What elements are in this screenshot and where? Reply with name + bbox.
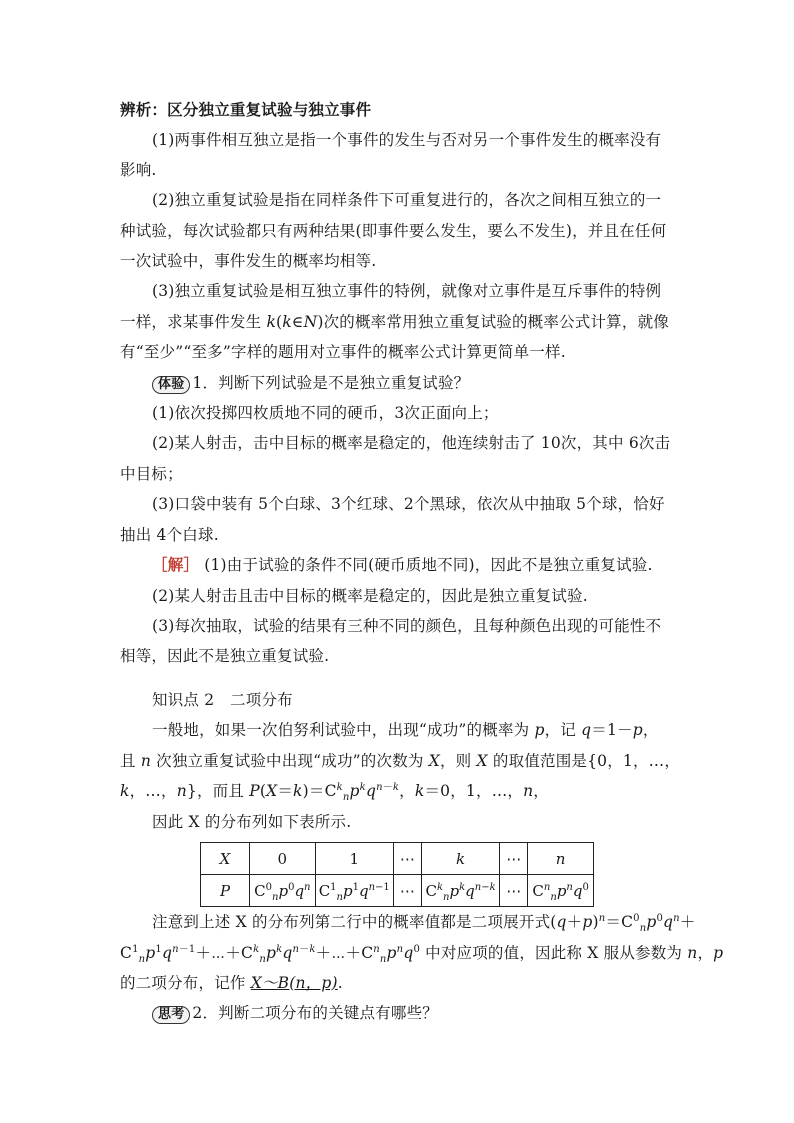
think-question: 思考 2．判断二项分布的关键点有哪些？ xyxy=(152,1003,676,1024)
binomial-notation: X～B(n，p) xyxy=(250,974,338,992)
think-tag: 思考 xyxy=(152,1006,190,1024)
binomial-def-line3: k，…，n}，而且 $P(X=k)=C^k_np^kq^{n-k}$，k＝0，1，…，n， xyxy=(120,781,549,804)
experience-item3-line2: 抽出 4个白球. xyxy=(120,526,219,544)
table-cell: $C^n_np^nq^0$ xyxy=(528,875,594,907)
table-cell: ⋯ xyxy=(500,843,528,875)
experience-item2-line1: (2)某人射击，击中目标的概率是稳定的，他连续射击了 10次，其中 6次击 xyxy=(152,434,671,452)
binomial-def-line2: 且 n 次独立重复试验中出现“成功”的次数为 X，则 X 的取值范围是{0，1，…， xyxy=(120,752,681,770)
analysis-p1-line1: (1)两事件相互独立是指一个事件的发生与否对另一个事件发生的概率没有 xyxy=(152,131,662,149)
table-cell: ⋯ xyxy=(393,875,421,907)
table-cell: ⋯ xyxy=(393,843,421,875)
table-cell: n xyxy=(528,843,594,875)
experience-question: 体验 1．判断下列试验是不是独立重复试验？ xyxy=(152,373,676,394)
table-row xyxy=(201,843,594,875)
analysis-p2-line1: (2)独立重复试验是指在同样条件下可重复进行的，各次之间相互独立的一 xyxy=(152,191,662,209)
table-cell: $C^k_np^kq^{n-k}$ xyxy=(421,875,499,907)
table-cell: X xyxy=(201,843,250,875)
table-cell: 1 xyxy=(315,843,393,875)
binomial-def-line1: 一般地，如果一次伯努利试验中，出现“成功”的概率为 p，记 q＝1－p， xyxy=(152,721,659,739)
section-title: 辨析：区分独立重复试验与独立事件 xyxy=(120,100,372,119)
table-cell: $C^0_np^0q^n$ xyxy=(249,875,315,907)
table-row xyxy=(201,875,594,907)
solution-tag: ［解］ xyxy=(152,555,200,574)
analysis-p2-line3: 一次试验中，事件发生的概率均相等. xyxy=(120,252,377,270)
analysis-p3-line2: 一样，求某事件发生 k(k∈N)次的概率常用独立重复试验的概率公式计算，就像 xyxy=(120,313,669,331)
experience-item2-line2: 中目标； xyxy=(120,465,183,483)
knowledge-point-title: 知识点 2 二项分布 xyxy=(152,691,293,709)
distribution-table xyxy=(200,842,594,907)
experience-tag: 体验 xyxy=(152,376,190,394)
table-cell: P xyxy=(201,875,250,907)
analysis-p2-line2: 种试验，每次试验都只有两种结果(即事件要么发生，要么不发生)，并且在任何 xyxy=(120,222,667,240)
note-line1: 注意到上述 X 的分布列第二行中的概率值都是二项展开式$(q+p)^n=C^0_np^0q^n+$ xyxy=(152,912,696,935)
table-cell: k xyxy=(421,843,499,875)
note-line2: $C^1_np^1q^{n-1}+\cdots+C^k_np^kq^{n-k}+\cdots+C^n_np^nq^0$ 中对应项的值，因此称 X 服从参数为 n，p xyxy=(120,943,724,966)
solution-line2: (2)某人射击且击中目标的概率是稳定的，因此是独立重复试验. xyxy=(152,587,588,605)
note-line3: 的二项分布，记作 X～B(n，p). xyxy=(120,974,343,992)
solution-line1: ［解］ (1)由于试验的条件不同(硬币质地不同)，因此不是独立重复试验. xyxy=(152,555,653,574)
experience-item1: (1)依次投掷四枚质地不同的硬币，3次正面向上； xyxy=(152,404,499,422)
experience-item3-line1: (3)口袋中装有 5个白球、3个红球、2个黑球，依次从中抽取 5个球，恰好 xyxy=(152,495,665,513)
binomial-def-line4: 因此 X 的分布列如下表所示. xyxy=(152,813,352,831)
analysis-p1-line2: 影响. xyxy=(120,161,157,179)
table-cell: 0 xyxy=(249,843,315,875)
analysis-p3-line3: 有“至少”“至多”字样的题用对立事件的概率公式计算更简单一样. xyxy=(120,343,566,361)
analysis-p3-line1: (3)独立重复试验是相互独立事件的特例，就像对立事件是互斥事件的特例 xyxy=(152,282,662,300)
table-cell: $C^1_np^1q^{n-1}$ xyxy=(315,875,393,907)
solution-line4: 相等，因此不是独立重复试验. xyxy=(120,647,330,665)
table-cell: ⋯ xyxy=(500,875,528,907)
solution-line3: (3)每次抽取，试验的结果有三种不同的颜色，且每种颜色出现的可能性不 xyxy=(152,617,662,635)
